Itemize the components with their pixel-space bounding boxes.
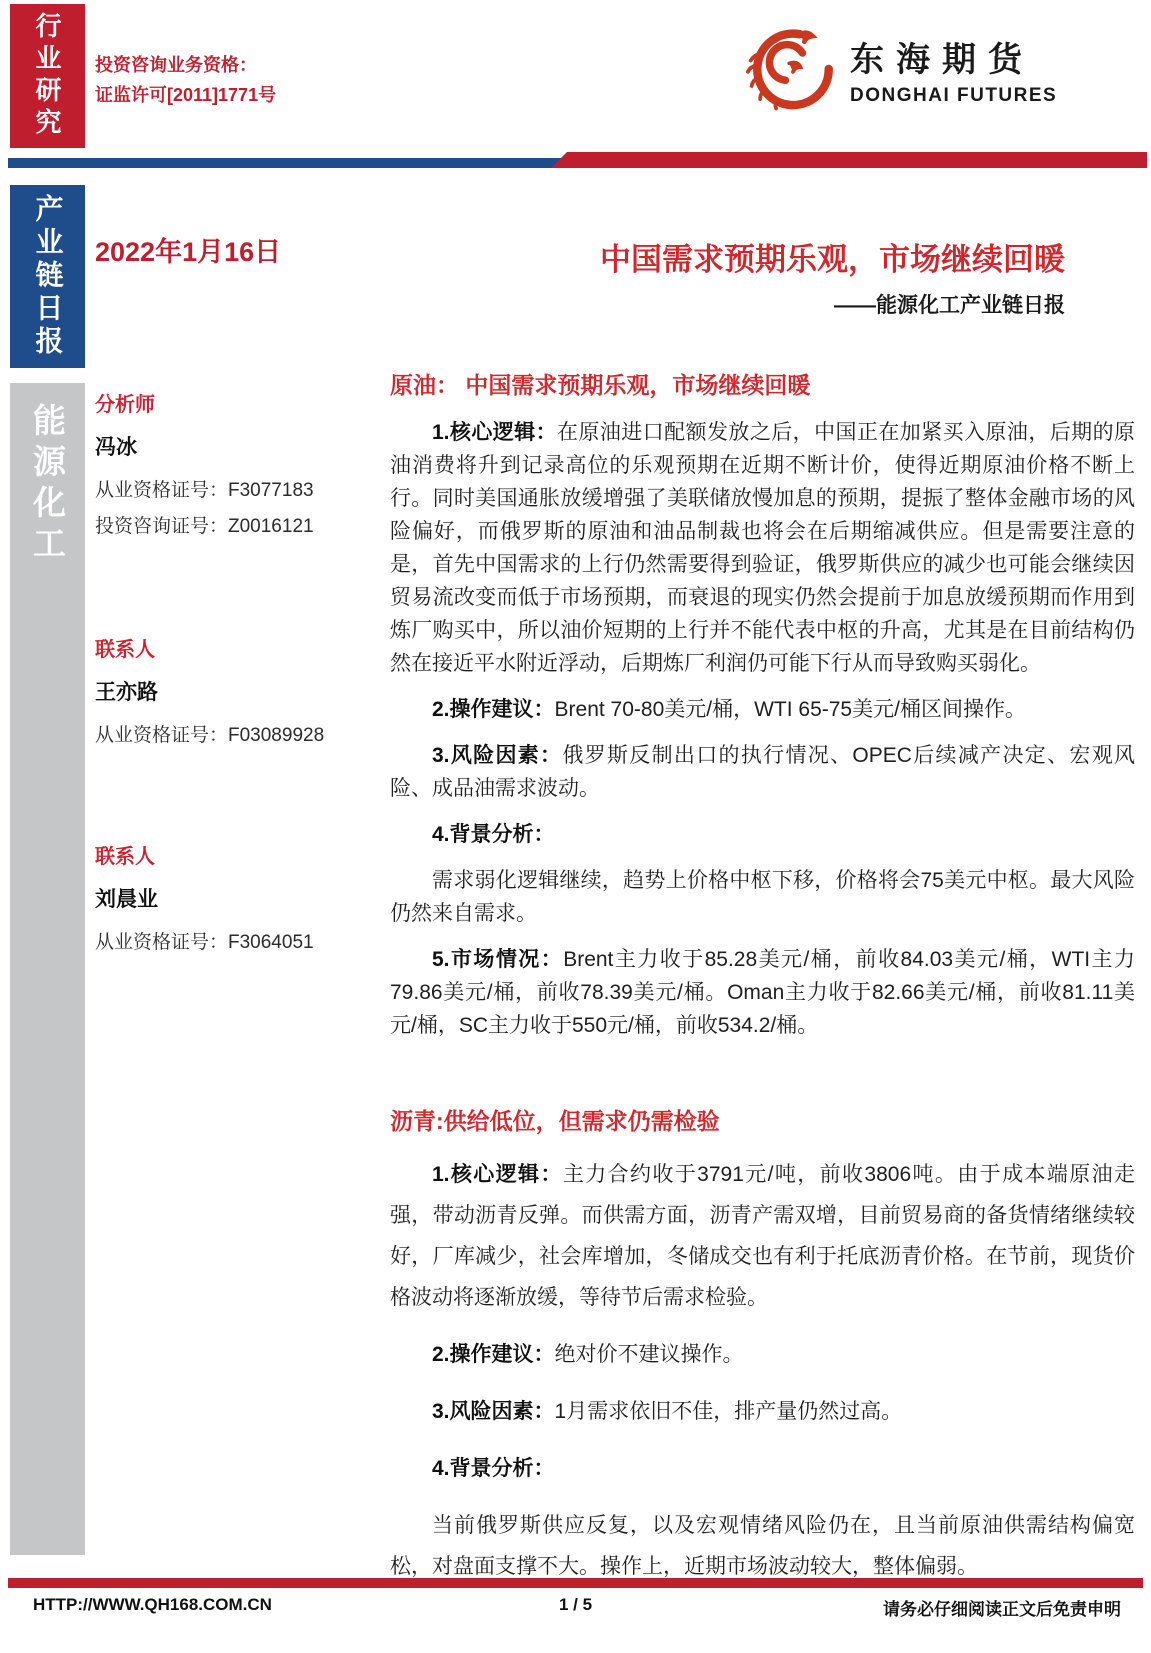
contact-name: 王亦路 — [95, 681, 158, 704]
sidebar-tag-chain-daily-label: 产业链日报 — [32, 194, 64, 359]
report-title: 中国需求预期乐观，市场继续回暖 — [600, 242, 1065, 277]
qualification-text — [95, 50, 276, 110]
sidebar-tag-industry-research — [10, 4, 85, 148]
contact-cert-number: 从业资格证号：F03089928 — [95, 725, 325, 746]
asphalt-background-analysis-label: 4.背景分析： — [432, 1457, 555, 1480]
report-subtitle: ——能源化工产业链日报 — [834, 294, 1065, 317]
footer — [0, 1595, 1151, 1621]
crude-background-analysis-body: 需求弱化逻辑继续，趋势上价格中枢下移，价格将会75美元中枢。最大风险仍然来自需求。 — [390, 869, 1135, 925]
asphalt-operation-advice: 2.操作建议：绝对价不建议操作。 — [432, 1343, 744, 1366]
sidebar-tag-industry-research-label: 行业研究 — [32, 12, 62, 140]
crude-core-logic-label: 1.核心逻辑： — [432, 421, 558, 444]
report-date: 2022年1月16日 — [95, 237, 282, 267]
crude-operation-advice-label: 2.操作建议： — [432, 698, 555, 721]
contact-role-label: 联系人 — [95, 846, 155, 868]
section-asphalt-heading: 沥青:供给低位，但需求仍需检验 — [390, 1108, 720, 1134]
asphalt-core-logic-label: 1.核心逻辑： — [432, 1163, 563, 1186]
crude-risk-factors: 3.风险因素：俄罗斯反制出口的执行情况、OPEC后续减产决定、宏观风险、成品油需求波动。 — [390, 744, 1135, 800]
contact-name: 刘晨业 — [95, 888, 158, 911]
analyst-name: 冯冰 — [95, 436, 137, 459]
logo-name-cn: 东海期货 — [850, 40, 1034, 79]
asphalt-background-analysis-body: 当前俄罗斯供应反复，以及宏观情绪风险仍在，且当前原油供需结构偏宽松，对盘面支撑不大。操作上，近期市场波动较大，整体偏弱。 — [390, 1514, 1135, 1578]
asphalt-background-analysis — [390, 1448, 1135, 1489]
sidebar-tag-energy-chem-label: 能源化工 — [29, 403, 66, 567]
asphalt-core-logic: 1.核心逻辑：主力合约收于3791元/吨，前收3806吨。由于成本端原油走强，带动沥青反弹。而供需方面，沥青产需双增，目前贸易商的备货情绪继续较好，厂库减少，社会库增加，冬储成交也有利于托底沥青价格。在节前，现货价格波动将逐渐放缓，等待节后需求检验。 — [390, 1163, 1135, 1309]
footer-disclaimer: 请务必仔细阅读正文后免责申明 — [883, 1600, 1121, 1619]
footer-website-url: HTTP://WWW.QH168.COM.CN — [33, 1595, 272, 1614]
footer-rule — [8, 1578, 1143, 1588]
footer-page-number: 1 / 5 — [558, 1595, 593, 1614]
analyst-advisory-number: 投资咨询证号：Z0016121 — [95, 516, 314, 537]
report-body — [390, 370, 1135, 1587]
analyst-cert-number: 从业资格证号：F3077183 — [95, 480, 314, 501]
section-asphalt — [390, 1106, 1135, 1587]
qualification-line2: 证监许可[2011]1771号 — [95, 85, 277, 105]
asphalt-risk-factors: 3.风险因素：1月需求依旧不佳，排产量仍然过高。 — [432, 1400, 903, 1423]
crude-operation-advice: 2.操作建议：Brent 70-80美元/桶，WTI 65-75美元/桶区间操作。 — [432, 698, 1026, 721]
crude-core-logic: 1.核心逻辑：在原油进口配额发放之后，中国正在加紧买入原油，后期的原油消费将升到记录高位的乐观预期在近期不断计价，使得近期原油价格不断上行。同时美国通胀放缓增强了美联储放慢加息的预期，提振了整体金融市场的风险偏好，而俄罗斯的原油和油品制裁也将会在后期缩减供应。但是需要注意的是，首先中国需求的上行仍然需要得到验证，俄罗斯供应的减少也可能会继续因贸易流改变而低于市场预期，而衰退的现实仍然会提前于加息放缓预期而作用到炼厂购买中，所以油价短期的上行并不能代表中枢的升高，尤其是在目前结构仍然在接近平水附近浮动，后期炼厂利润仍可能下行从而导致购买弱化。 — [390, 421, 1136, 675]
contact-cert-number: 从业资格证号：F3064051 — [95, 932, 314, 953]
qualification-line1: 投资咨询业务资格： — [95, 55, 257, 75]
asphalt-operation-advice-label: 2.操作建议： — [432, 1343, 555, 1366]
crude-background-analysis-label: 4.背景分析： — [432, 823, 555, 846]
logo-name-en: DONGHAI FUTURES — [850, 84, 1058, 106]
header-rule-red — [551, 152, 1147, 168]
crude-risk-factors-label: 3.风险因素： — [432, 744, 563, 767]
section-crude-oil-heading: 原油： 中国需求预期乐观，市场继续回暖 — [390, 372, 811, 398]
sidebar-tag-chain-daily — [10, 185, 85, 368]
section-crude-oil — [390, 370, 1135, 1042]
analyst-role-label: 分析师 — [95, 394, 155, 416]
crude-market-situation-label: 5.市场情况： — [432, 948, 564, 971]
crude-market-situation: 5.市场情况：Brent主力收于85.28美元/桶，前收84.03美元/桶，WTI主力79.86美元/桶，前收78.39美元/桶。Oman主力收于82.66美元/桶，前收81.11美元/桶，SC主力收于550元/桶，前收534.2/桶。 — [390, 948, 1135, 1037]
contact-block-1 — [95, 633, 390, 754]
title-block — [420, 234, 1065, 319]
sidebar-tag-energy-chem — [10, 383, 85, 1555]
company-logo — [746, 22, 1057, 116]
analyst-block — [95, 388, 390, 545]
contact-block-2 — [95, 840, 390, 961]
contact-role-label: 联系人 — [95, 639, 155, 661]
asphalt-risk-factors-label: 3.风险因素： — [432, 1400, 555, 1423]
donghai-dragon-logo-icon — [746, 22, 840, 116]
header-rule-blue — [8, 158, 565, 168]
crude-background-analysis — [390, 818, 1135, 851]
logo-text — [850, 32, 1057, 107]
